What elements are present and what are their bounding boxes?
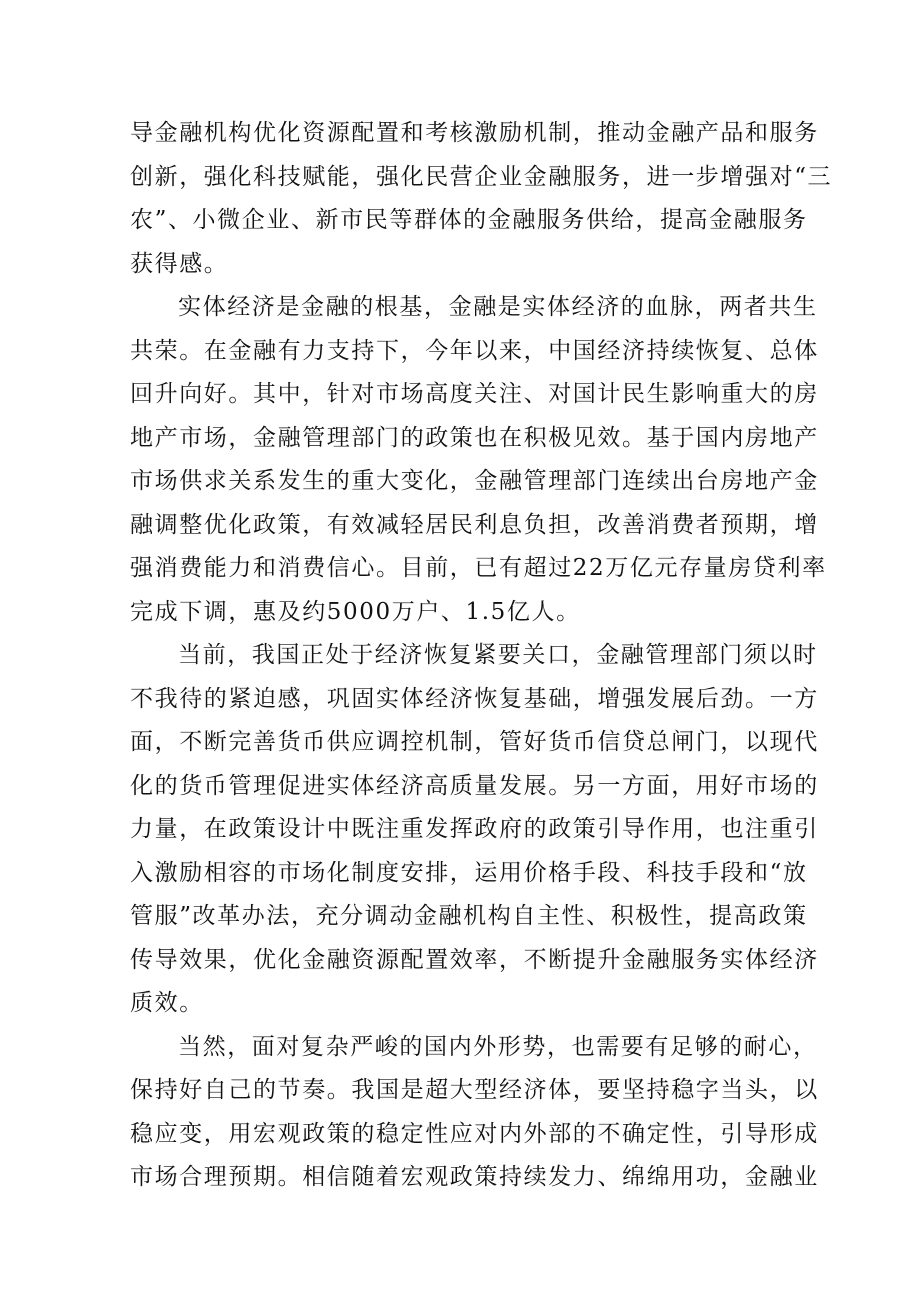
text-line: 管服”改革办法，充分调动金融机构自主性、积极性，提高政策	[130, 903, 808, 929]
text-line: 回升向好。其中，针对市场高度关注、对国计民生影响重大的房	[130, 381, 819, 407]
text-line: 共荣。在金融有力支持下，今年以来，中国经济持续恢复、总体	[130, 337, 819, 364]
text-line: 传导效果，优化金融资源配置效率，不断提升金融服务实体经济	[130, 946, 819, 973]
text-line: 面，不断完善货币供应调控机制，管好货币信贷总闸门，以现代	[130, 729, 819, 755]
text-line: 导金融机构优化资源配置和考核激励机制，推动金融产品和服务	[130, 120, 819, 146]
paragraph-first-line: 实体经济是金融的根基，金融是实体经济的血脉，两者共生	[178, 294, 818, 320]
document-body	[130, 112, 833, 1200]
paragraph-first-line: 当前，我国正处于经济恢复紧要关口，金融管理部门须以时	[178, 642, 818, 668]
text-line: 质效。	[130, 990, 204, 1016]
text-line: 稳应变，用宏观政策的稳定性应对内外部的不确定性，引导形成	[130, 1120, 819, 1147]
text-line: 化的货币管理促进实体经济高质量发展。另一方面，用好市场的	[130, 772, 819, 799]
text-line: 创新，强化科技赋能，强化民营企业金融服务，进一步增强对“三	[130, 163, 833, 190]
text-line: 强消费能力和消费信心。目前，已有超过22万亿元存量房贷利率	[130, 555, 827, 581]
text-line: 农”、小微企业、新市民等群体的金融服务供给，提高金融服务	[130, 207, 808, 233]
text-line: 保持好自己的节奏。我国是超大型经济体，要坚持稳字当头，以	[130, 1077, 819, 1103]
text-line: 完成下调，惠及约5000万户、1.5亿人。	[130, 598, 581, 625]
text-line: 市场供求关系发生的重大变化，金融管理部门连续出台房地产金	[130, 468, 819, 494]
text-line: 入激励相容的市场化制度安排，运用价格手段、科技手段和“放	[130, 859, 808, 886]
text-line: 地产市场，金融管理部门的政策也在积极见效。基于国内房地产	[130, 424, 819, 451]
text-line: 融调整优化政策，有效减轻居民利息负担，改善消费者预期，增	[130, 511, 819, 538]
paragraph-first-line: 当然，面对复杂严峻的国内外形势，也需要有足够的耐心，	[178, 1033, 818, 1060]
text-line: 市场合理预期。相信随着宏观政策持续发力、绵绵用功，金融业	[130, 1164, 819, 1190]
text-line: 不我待的紧迫感，巩固实体经济恢复基础，增强发展后劲。一方	[130, 685, 819, 712]
text-line: 力量，在政策设计中既注重发挥政府的政策引导作用，也注重引	[130, 816, 819, 842]
text-line: 获得感。	[130, 250, 229, 277]
